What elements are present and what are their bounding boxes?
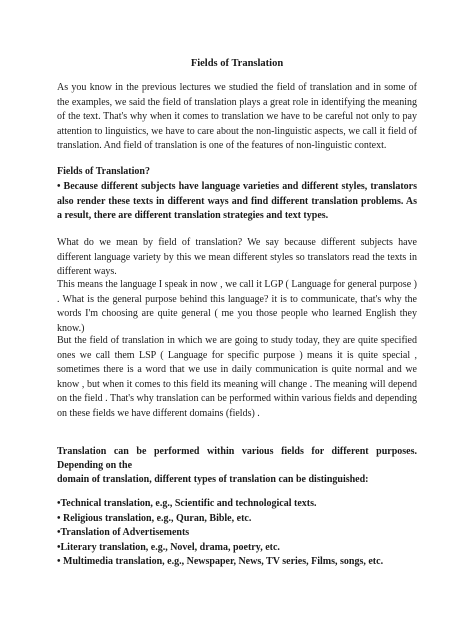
list-item: •Literary translation, e.g., Novel, drama, poetry, etc.	[57, 541, 280, 553]
intro-paragraph: As you know in the previous lectures we studied the field of translation and in some of the examples, we said the field of translation plays a great role in identifying the meaning of the text. That's why when it comes to translation we have to be careful not only to pay attention to linguistics, we have to care about the non-linguistic aspects, we call it field of translation. And field of translation is one of the features of non-linguistic context.	[57, 82, 417, 152]
closing-line-1: Translation can be performed within various fields for different purposes.	[57, 446, 417, 457]
what-paragraph: What do we mean by field of translation? We say because different subjects have different language variety by this we mean different styles so translators read the texts in different ways.	[57, 237, 417, 278]
section-heading: Fields of Translation?	[57, 166, 150, 177]
list-item: • Religious translation, e.g., Quran, Bible, etc.	[57, 512, 252, 524]
document-title: Fields of Translation	[190, 58, 284, 69]
bold-point-paragraph: • Because different subjects have language varieties and different styles, translators also render these texts in different ways and find different translation problems. As a result, there are different translation strategies and text types.	[57, 181, 417, 222]
lsp-paragraph: But the field of translation in which we are going to study today, they are quite specified ones we call them LSP ( Language for specific purpose ) means it is quite special , sometimes there is a word that we use in daily communication is quite normal and we know , but when it comes to this field its meaning will change . The meaning will depend on the field . That's why translation can be performed within various fields and depending on these fields we have different domains (fields) .	[57, 335, 417, 419]
list-item: •Technical translation, e.g., Scientific and technological texts.	[57, 498, 317, 509]
list-item: • Multimedia translation, e.g., Newspaper, News, TV series, Films, songs, etc.	[57, 556, 384, 568]
translation-types-list	[57, 497, 417, 570]
list-item: •Translation of Advertisements	[57, 527, 190, 539]
closing-line-3: domain of translation, different types of translation can be distinguished:	[57, 474, 369, 485]
lgp-paragraph: This means the language I speak in now , we call it LGP ( Language for general purpose ) . What is the general purpose behind this language? it is to communicate, that's why the words I'm choosing are quite general ( me you those people who learned English they know.)	[57, 279, 417, 334]
closing-line-2: Depending on the	[57, 460, 133, 471]
